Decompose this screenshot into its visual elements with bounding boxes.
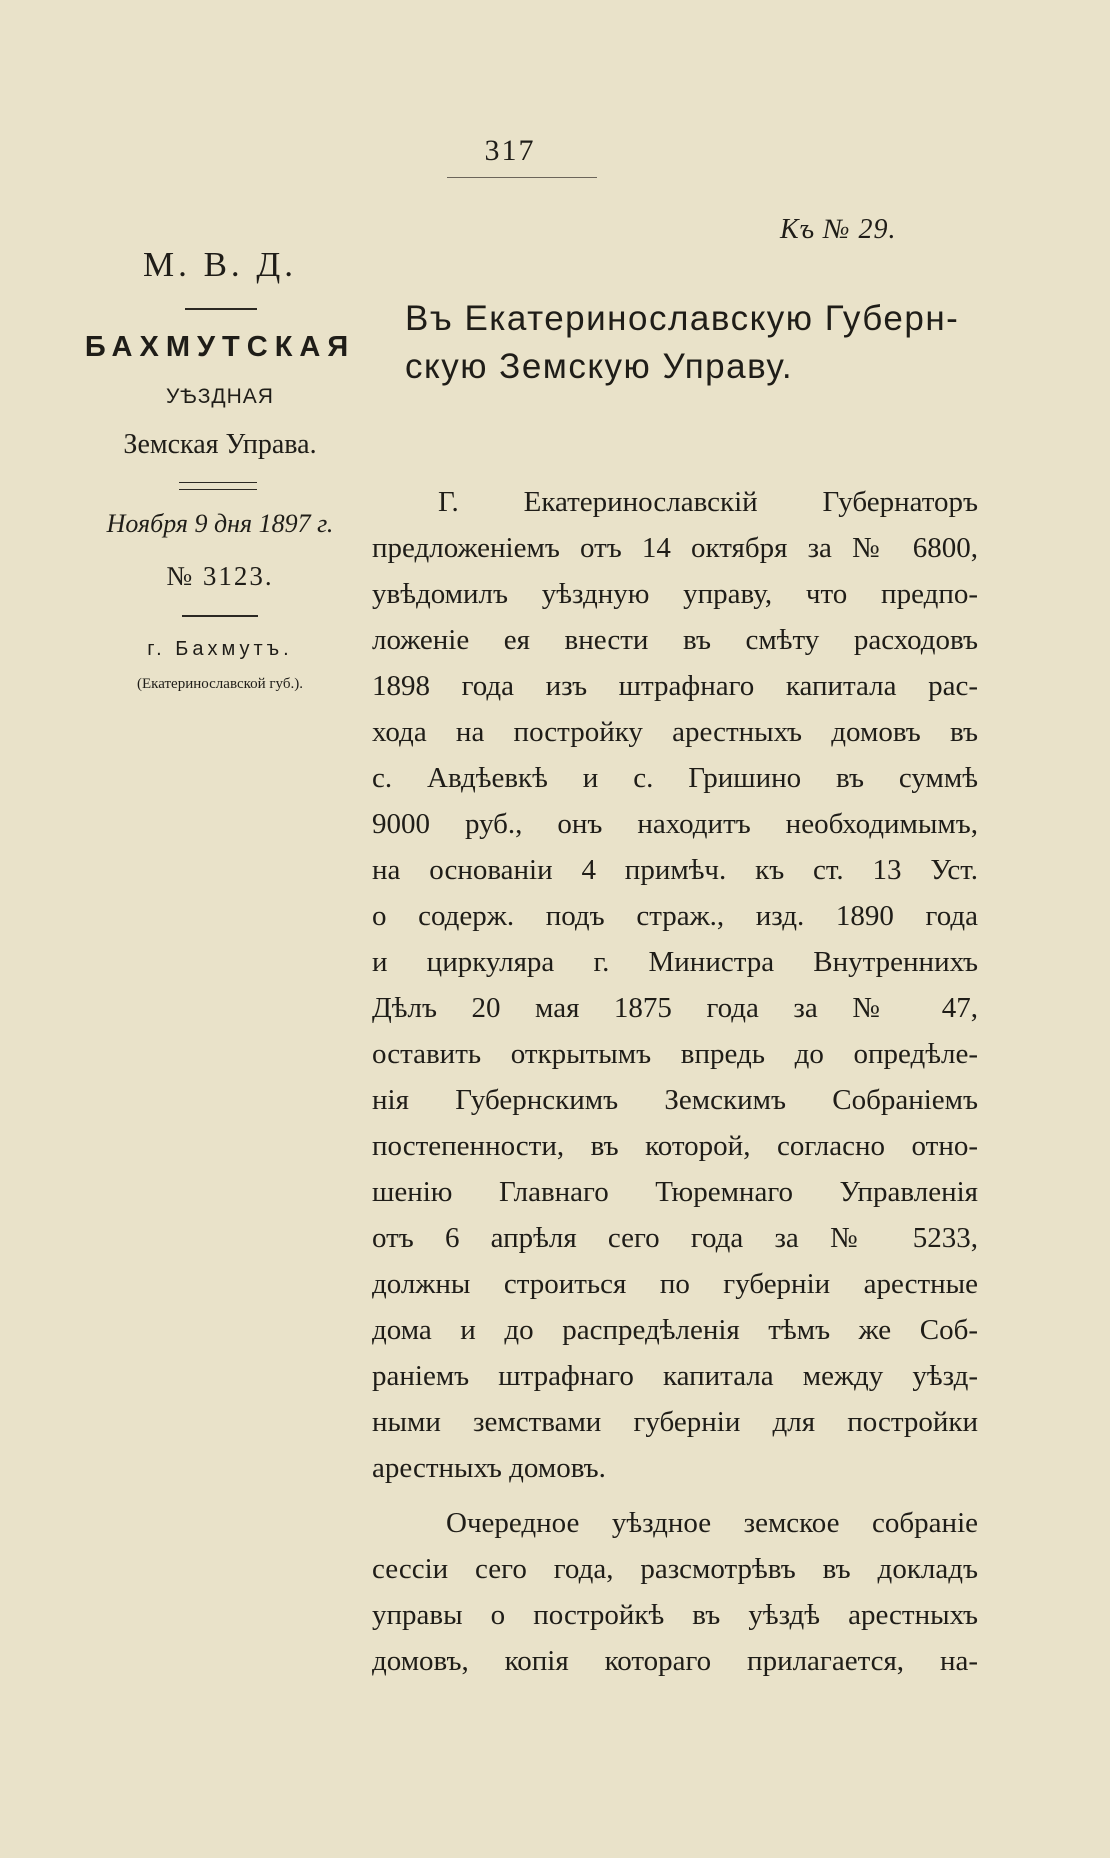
rule	[185, 308, 257, 310]
body-line: раніемъ штрафнаго капитала между уѣзд-	[372, 1360, 978, 1392]
body-line: увѣдомилъ уѣздную управу, что предпо-	[372, 578, 978, 610]
body-line: Дѣлъ 20 мая 1875 года за № 47,	[372, 992, 978, 1024]
body-line: управы о постройкѣ въ уѣздѣ арестныхъ	[372, 1599, 978, 1631]
double-rule	[179, 482, 257, 490]
address-line-2: скую Земскую Управу.	[405, 347, 794, 386]
body-line: ными земствами губерніи для постройки	[372, 1406, 978, 1438]
body-line: шенію Главнаго Тюремнаго Управленія	[372, 1176, 978, 1208]
page-number-rule	[447, 177, 597, 178]
body-line: 1898 года изъ штрафнаго капитала рас-	[372, 670, 978, 702]
body-line: на основаніи 4 примѣч. къ ст. 13 Уст.	[372, 854, 978, 886]
body-line: ложеніе ея внести въ смѣту расходовъ	[372, 624, 978, 656]
body-line: оставить открытымъ впредь до опредѣле-	[372, 1038, 978, 1070]
body-line: хода на постройку арестныхъ домовъ въ	[372, 716, 978, 748]
page-number: 317	[484, 134, 536, 167]
body-line: должны строиться по губерніи арестные	[372, 1268, 978, 1300]
body-line: сессіи сего года, разсмотрѣвъ въ докладъ	[372, 1553, 978, 1585]
letter-number: № 3123.	[166, 561, 274, 591]
body-line: и циркуляра г. Министра Внутреннихъ	[372, 946, 978, 978]
body-line: с. Авдѣевкѣ и с. Гришино въ суммѣ	[372, 762, 978, 794]
city-name: г. Бахмутъ.	[147, 638, 293, 660]
body-line: дома и до распредѣленія тѣмъ же Соб-	[372, 1314, 978, 1346]
body-line: о содерж. подъ страж., изд. 1890 года	[372, 900, 978, 932]
body-line: предложеніемъ отъ 14 октября за № 6800,	[372, 532, 978, 564]
district-label: УѢЗДНАЯ	[166, 385, 274, 408]
rule	[182, 615, 258, 617]
body-line: отъ 6 апрѣля сего года за № 5233,	[372, 1222, 978, 1254]
body-line: Очередное уѣздное земское собраніе	[446, 1507, 978, 1539]
body-line: Г. Екатеринославскій Губернаторъ	[438, 486, 978, 518]
body-line: постепенности, въ которой, согласно отно-	[372, 1130, 978, 1162]
body-line: арестныхъ домовъ.	[372, 1452, 606, 1484]
body-line: нія Губернскимъ Земскимъ Собраніемъ	[372, 1084, 978, 1116]
ministry-title: М. В. Д.	[142, 245, 298, 284]
body-line: домовъ, копія котораго прилагается, на-	[372, 1645, 978, 1677]
board-name: Земская Управа.	[123, 429, 317, 460]
address-line-1: Въ Екатеринославскую Губерн-	[405, 299, 960, 338]
body-line: 9000 руб., онъ находитъ необходимымъ,	[372, 808, 978, 840]
letter-date: Ноября 9 дня 1897 г.	[106, 509, 334, 538]
province-name: (Екатеринославской губ.).	[137, 676, 303, 692]
reference-number: Къ № 29.	[780, 214, 897, 245]
organization-name: БАХМУТСКАЯ	[84, 331, 356, 363]
